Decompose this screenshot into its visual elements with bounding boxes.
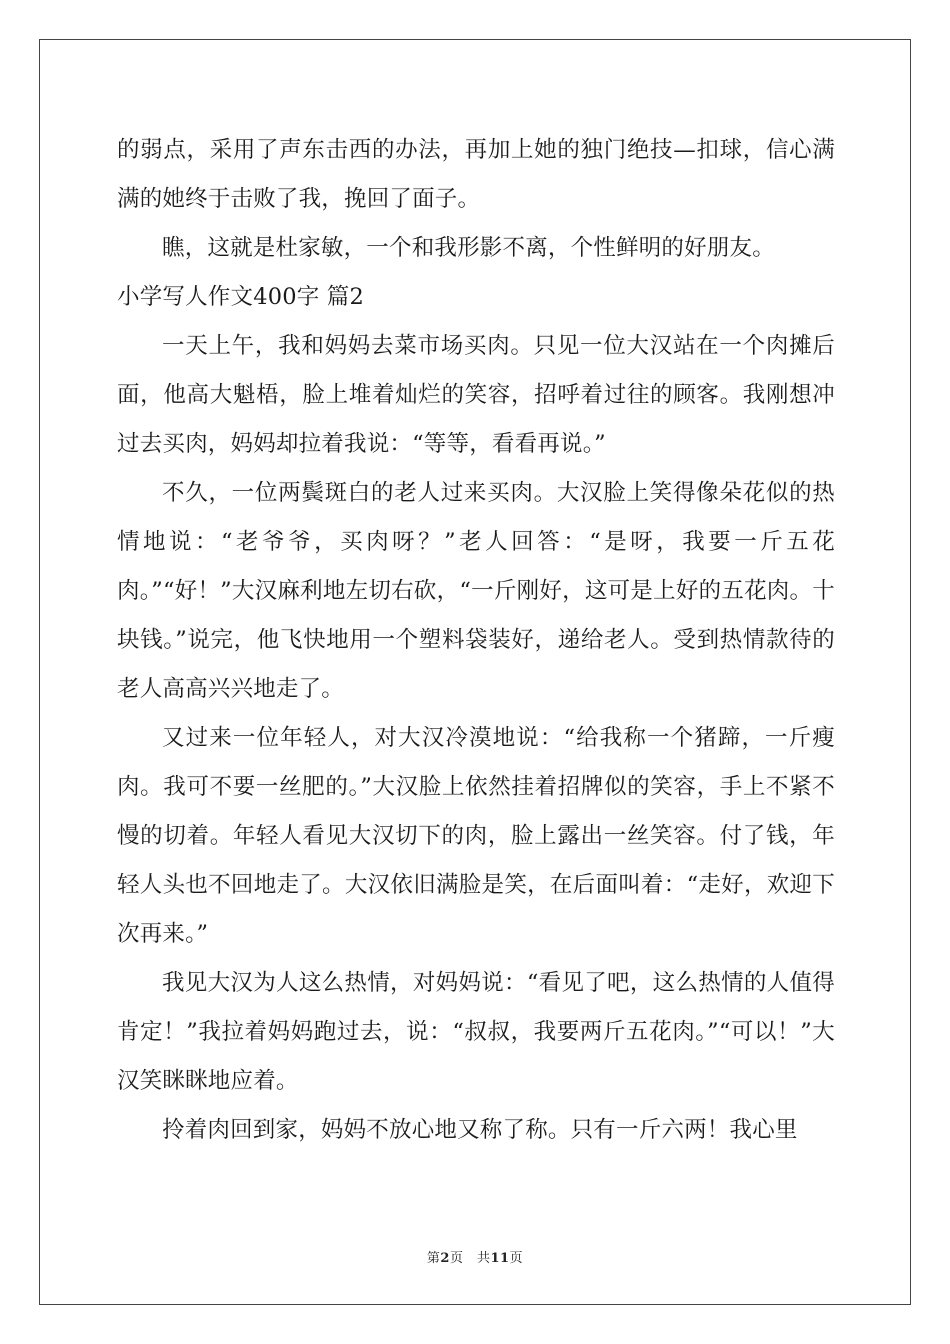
paragraph-3: 又过来一位年轻人，对大汉冷漠地说：“给我称一个猪蹄，一斤瘦肉。我可不要一丝肥的。”大汉脸上依然挂着招牌似的笑容，手上不紧不慢的切着。年轻人看见大汉切下的肉，脸上露出一丝笑容。付了钱，年轻人头也不回地走了。大汉依旧满脸是笑，在后面叫着：“走好，欢迎下次再来。”: [117, 725, 835, 947]
footer-page-total: 11: [490, 1251, 510, 1266]
paragraph-continued: 的弱点，采用了声东击西的办法，再加上她的独门绝技—扣球，信心满满的她终于击败了我，挽回了面子。: [117, 137, 835, 212]
paragraph-conclusion: 瞧，这就是杜家敏，一个和我形影不离，个性鲜明的好朋友。: [162, 235, 775, 261]
document-body: [117, 126, 835, 1155]
page-footer: [0, 1247, 950, 1266]
footer-page-current: 2: [440, 1251, 450, 1266]
section-heading: 小学写人作文400字 篇2: [117, 284, 365, 310]
paragraph-1: 一天上午，我和妈妈去菜市场买肉。只见一位大汉站在一个肉摊后面，他高大魁梧，脸上堆着灿烂的笑容，招呼着过往的顾客。我刚想冲过去买肉，妈妈却拉着我说：“等等，看看再说。”: [117, 333, 835, 457]
paragraph-5: 拎着肉回到家，妈妈不放心地又称了称。只有一斤六两！我心里: [162, 1117, 798, 1143]
footer-page-mid: 页 共: [449, 1251, 491, 1266]
paragraph-2: 不久，一位两鬓斑白的老人过来买肉。大汉脸上笑得像朵花似的热情地说：“老爷爷，买肉呀？”老人回答：“是呀，我要一斤五花肉。”“好！”大汉麻利地左切右砍，“一斤刚好，这可是上好的五花肉。十块钱。”说完，他飞快地用一个塑料袋装好，递给老人。受到热情款待的老人高高兴兴地走了。: [117, 480, 835, 702]
footer-page-prefix: 第: [426, 1251, 441, 1266]
paragraph-4: 我见大汉为人这么热情，对妈妈说：“看见了吧，这么热情的人值得肯定！”我拉着妈妈跑过去，说：“叔叔，我要两斤五花肉。”“可以！”大汉笑眯眯地应着。: [117, 970, 835, 1094]
footer-page-suffix: 页: [509, 1251, 524, 1266]
